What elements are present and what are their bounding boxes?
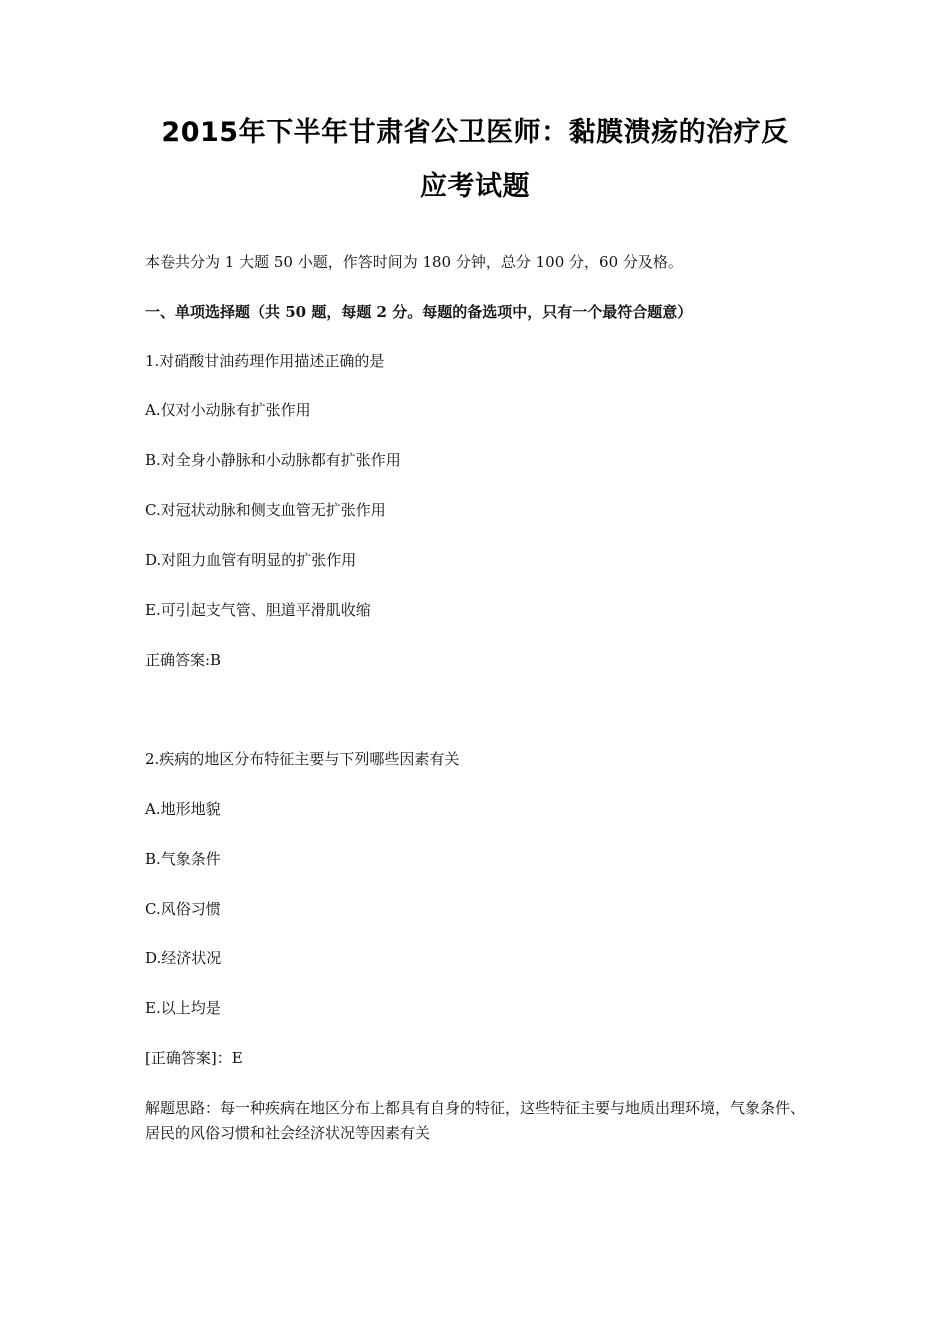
question-1-option-a: A.仅对小动脉有扩张作用 xyxy=(145,401,311,419)
question-2-answer: [正确答案]：E xyxy=(145,1049,243,1067)
question-2-option-e: E.以上均是 xyxy=(145,999,221,1017)
document-title xyxy=(100,106,850,214)
question-1-option-c: C.对冠状动脉和侧支血管无扩张作用 xyxy=(145,501,386,519)
question-2-stem: 2.疾病的地区分布特征主要与下列哪些因素有关 xyxy=(145,750,460,768)
question-1-answer: 正确答案:B xyxy=(145,651,222,669)
section-heading: 一、单项选择题（共 50 题，每题 2 分。每题的备选项中，只有一个最符合题意） xyxy=(145,303,693,321)
exam-intro: 本卷共分为 1 大题 50 小题，作答时间为 180 分钟，总分 100 分，60 分及格。 xyxy=(145,253,683,271)
question-2-option-b: B.气象条件 xyxy=(145,850,221,868)
question-2-option-c: C.风俗习惯 xyxy=(145,900,221,918)
question-2-explanation: 解题思路：每一种疾病在地区分布上都具有自身的特征，这些特征主要与地质出理环境，气象条件、居民的风俗习惯和社会经济状况等因素有关 xyxy=(145,1099,806,1142)
question-1-option-e: E.可引起支气管、胆道平滑肌收缩 xyxy=(145,601,371,619)
question-1-stem: 1.对硝酸甘油药理作用描述正确的是 xyxy=(145,352,385,370)
question-1-option-d: D.对阻力血管有明显的扩张作用 xyxy=(145,551,357,569)
question-2-option-a: A.地形地貌 xyxy=(145,800,221,818)
title-line-2: 应考试题 xyxy=(420,171,530,202)
question-1-option-b: B.对全身小静脉和小动脉都有扩张作用 xyxy=(145,451,401,469)
title-line-1: 2015年下半年甘肃省公卫医师：黏膜溃疡的治疗反 xyxy=(161,117,789,148)
question-2-option-d: D.经济状况 xyxy=(145,949,222,967)
